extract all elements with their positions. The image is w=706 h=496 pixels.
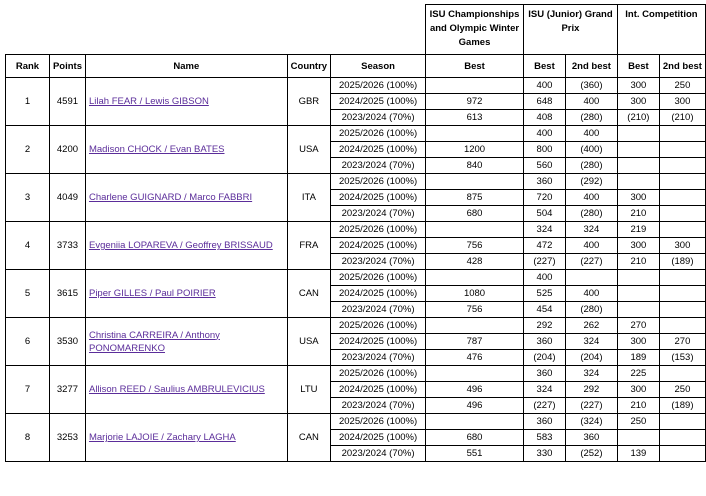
gp-best-cell: 400 <box>523 78 565 94</box>
skater-link[interactable]: Madison CHOCK / Evan BATES <box>88 144 225 155</box>
gp-second-best-cell: 262 <box>565 318 617 334</box>
gp-second-best-cell: (280) <box>565 158 617 174</box>
champ-best-cell <box>426 270 524 286</box>
gp-second-best-cell: (324) <box>565 414 617 430</box>
points-cell: 4200 <box>49 126 85 174</box>
champ-best-header: Best <box>426 55 524 78</box>
int-best-cell <box>617 174 659 190</box>
gp-second-best-cell: 324 <box>565 334 617 350</box>
int-second-best-cell: (189) <box>659 254 705 270</box>
skater-link[interactable]: Evgeniia LOPAREVA / Geoffrey BRISSAUD <box>88 240 273 251</box>
int-second-best-cell <box>659 302 705 318</box>
season-cell: 2023/2024 (70%) <box>331 350 426 366</box>
int-best-cell: 189 <box>617 350 659 366</box>
int-best-cell: 300 <box>617 238 659 254</box>
int-second-best-cell <box>659 158 705 174</box>
int-best-cell: 139 <box>617 446 659 462</box>
int-best-cell: 225 <box>617 366 659 382</box>
skater-link[interactable]: Marjorie LAJOIE / Zachary LAGHA <box>88 432 236 443</box>
gp-best-cell: 504 <box>523 206 565 222</box>
gp-best-cell: (204) <box>523 350 565 366</box>
int-best-cell: 300 <box>617 190 659 206</box>
gp-best-cell: (227) <box>523 398 565 414</box>
skater-link[interactable]: Lilah FEAR / Lewis GIBSON <box>88 96 209 107</box>
gp-second-best-cell: (292) <box>565 174 617 190</box>
season-cell: 2023/2024 (70%) <box>331 302 426 318</box>
int-best-cell <box>617 286 659 302</box>
points-cell: 3530 <box>49 318 85 366</box>
int-second-best-cell: 300 <box>659 238 705 254</box>
country-cell: LTU <box>287 366 330 414</box>
season-cell: 2025/2026 (100%) <box>331 366 426 382</box>
country-cell: CAN <box>287 270 330 318</box>
rank-cell: 6 <box>6 318 50 366</box>
season-row <box>6 126 706 142</box>
gp-best-header: Best <box>523 55 565 78</box>
int-second-best-cell <box>659 222 705 238</box>
season-cell: 2023/2024 (70%) <box>331 446 426 462</box>
int-second-best-cell <box>659 142 705 158</box>
champ-best-cell: 756 <box>426 302 524 318</box>
gp-second-best-cell: (204) <box>565 350 617 366</box>
season-cell: 2025/2026 (100%) <box>331 78 426 94</box>
gp-best-cell: 583 <box>523 430 565 446</box>
int-best-cell: 300 <box>617 382 659 398</box>
int-second-best-cell: 300 <box>659 94 705 110</box>
name-cell <box>85 78 287 126</box>
champ-best-cell: 680 <box>426 206 524 222</box>
season-header: Season <box>331 55 426 78</box>
int-second-best-cell <box>659 270 705 286</box>
rank-cell: 4 <box>6 222 50 270</box>
int-best-cell <box>617 126 659 142</box>
gp-second-best-cell: (400) <box>565 142 617 158</box>
season-row <box>6 366 706 382</box>
skater-link[interactable]: Piper GILLES / Paul POIRIER <box>88 288 216 299</box>
int-best-header: Best <box>617 55 659 78</box>
name-cell <box>85 222 287 270</box>
gp-best-cell: 360 <box>523 414 565 430</box>
country-cell: USA <box>287 126 330 174</box>
gp-second-best-cell: 324 <box>565 222 617 238</box>
country-header: Country <box>287 55 330 78</box>
gp-second-best-cell: (227) <box>565 398 617 414</box>
season-cell: 2024/2025 (100%) <box>331 382 426 398</box>
rank-header: Rank <box>6 55 50 78</box>
gp-second-best-cell: 400 <box>565 126 617 142</box>
season-cell: 2023/2024 (70%) <box>331 398 426 414</box>
int-best-cell <box>617 302 659 318</box>
points-cell: 3733 <box>49 222 85 270</box>
gp-second-best-cell <box>565 270 617 286</box>
int-second-best-cell <box>659 318 705 334</box>
champ-best-cell <box>426 174 524 190</box>
champ-best-cell: 1080 <box>426 286 524 302</box>
season-cell: 2023/2024 (70%) <box>331 254 426 270</box>
season-row <box>6 78 706 94</box>
champ-best-cell <box>426 318 524 334</box>
season-cell: 2024/2025 (100%) <box>331 286 426 302</box>
int-best-cell: (210) <box>617 110 659 126</box>
season-row <box>6 318 706 334</box>
season-cell: 2024/2025 (100%) <box>331 238 426 254</box>
season-row <box>6 414 706 430</box>
gp-best-cell: 408 <box>523 110 565 126</box>
points-header: Points <box>49 55 85 78</box>
int-second-best-cell: (153) <box>659 350 705 366</box>
int-best-cell: 250 <box>617 414 659 430</box>
champ-best-cell: 972 <box>426 94 524 110</box>
season-cell: 2023/2024 (70%) <box>331 110 426 126</box>
points-cell: 4591 <box>49 78 85 126</box>
gp-second-best-header: 2nd best <box>565 55 617 78</box>
gp-best-cell: 360 <box>523 366 565 382</box>
int-best-cell: 270 <box>617 318 659 334</box>
name-cell <box>85 318 287 366</box>
season-cell: 2024/2025 (100%) <box>331 142 426 158</box>
gp-second-best-cell: 400 <box>565 238 617 254</box>
standings-body <box>6 78 706 462</box>
season-cell: 2024/2025 (100%) <box>331 94 426 110</box>
rank-cell: 1 <box>6 78 50 126</box>
name-cell <box>85 174 287 222</box>
champ-best-cell: 476 <box>426 350 524 366</box>
rank-cell: 3 <box>6 174 50 222</box>
gp-second-best-cell: 400 <box>565 190 617 206</box>
points-cell: 3253 <box>49 414 85 462</box>
champ-best-cell <box>426 126 524 142</box>
season-cell: 2023/2024 (70%) <box>331 158 426 174</box>
gp-second-best-cell: 360 <box>565 430 617 446</box>
name-cell <box>85 366 287 414</box>
season-row <box>6 222 706 238</box>
group-header-row <box>6 5 706 55</box>
champ-best-cell: 680 <box>426 430 524 446</box>
season-cell: 2025/2026 (100%) <box>331 126 426 142</box>
season-cell: 2025/2026 (100%) <box>331 270 426 286</box>
int-best-cell <box>617 270 659 286</box>
champ-best-cell: 840 <box>426 158 524 174</box>
int-second-best-cell <box>659 126 705 142</box>
name-header: Name <box>85 55 287 78</box>
int-second-best-cell <box>659 286 705 302</box>
int-second-best-cell <box>659 190 705 206</box>
name-cell <box>85 414 287 462</box>
champ-best-cell: 551 <box>426 446 524 462</box>
name-cell <box>85 270 287 318</box>
season-row <box>6 270 706 286</box>
champ-best-cell: 756 <box>426 238 524 254</box>
gp-best-cell: 324 <box>523 222 565 238</box>
rank-cell: 5 <box>6 270 50 318</box>
isu-championships-header: ISU Championships and Olympic Winter Games <box>426 5 524 55</box>
int-best-cell: 300 <box>617 78 659 94</box>
skater-link[interactable]: Allison REED / Saulius AMBRULEVICIUS <box>88 384 265 395</box>
int-second-best-header: 2nd best <box>659 55 705 78</box>
grand-prix-header: ISU (Junior) Grand Prix <box>523 5 617 55</box>
gp-second-best-cell: 400 <box>565 286 617 302</box>
champ-best-cell: 787 <box>426 334 524 350</box>
gp-best-cell: 648 <box>523 94 565 110</box>
gp-best-cell: 800 <box>523 142 565 158</box>
rank-cell: 7 <box>6 366 50 414</box>
column-header-row <box>6 55 706 78</box>
gp-second-best-cell: (280) <box>565 302 617 318</box>
champ-best-cell: 1200 <box>426 142 524 158</box>
country-cell: ITA <box>287 174 330 222</box>
gp-best-cell: 400 <box>523 126 565 142</box>
gp-best-cell: 560 <box>523 158 565 174</box>
season-cell: 2025/2026 (100%) <box>331 222 426 238</box>
gp-second-best-cell: (227) <box>565 254 617 270</box>
season-cell: 2025/2026 (100%) <box>331 414 426 430</box>
gp-best-cell: (227) <box>523 254 565 270</box>
season-cell: 2024/2025 (100%) <box>331 430 426 446</box>
gp-second-best-cell: (360) <box>565 78 617 94</box>
world-standings-table <box>5 4 706 462</box>
country-cell: CAN <box>287 414 330 462</box>
champ-best-cell: 496 <box>426 382 524 398</box>
season-cell: 2025/2026 (100%) <box>331 318 426 334</box>
champ-best-cell: 496 <box>426 398 524 414</box>
int-second-best-cell <box>659 206 705 222</box>
int-second-best-cell <box>659 174 705 190</box>
int-second-best-cell <box>659 430 705 446</box>
int-second-best-cell: 270 <box>659 334 705 350</box>
int-second-best-cell: 250 <box>659 382 705 398</box>
gp-second-best-cell: (280) <box>565 110 617 126</box>
champ-best-cell <box>426 414 524 430</box>
int-best-cell <box>617 142 659 158</box>
int-best-cell <box>617 430 659 446</box>
int-best-cell <box>617 158 659 174</box>
int-competition-header: Int. Competition <box>617 5 705 55</box>
int-best-cell: 210 <box>617 206 659 222</box>
gp-second-best-cell: (280) <box>565 206 617 222</box>
country-cell: USA <box>287 318 330 366</box>
points-cell: 3277 <box>49 366 85 414</box>
int-second-best-cell: 250 <box>659 78 705 94</box>
champ-best-cell: 875 <box>426 190 524 206</box>
gp-second-best-cell: (252) <box>565 446 617 462</box>
champ-best-cell <box>426 78 524 94</box>
int-second-best-cell <box>659 414 705 430</box>
gp-best-cell: 330 <box>523 446 565 462</box>
int-second-best-cell <box>659 446 705 462</box>
country-cell: FRA <box>287 222 330 270</box>
gp-second-best-cell: 292 <box>565 382 617 398</box>
country-cell: GBR <box>287 78 330 126</box>
season-row <box>6 174 706 190</box>
skater-link[interactable]: Christina CARREIRA / Anthony PONOMARENKO <box>88 329 220 354</box>
gp-best-cell: 360 <box>523 334 565 350</box>
int-best-cell: 300 <box>617 94 659 110</box>
int-best-cell: 300 <box>617 334 659 350</box>
int-best-cell: 219 <box>617 222 659 238</box>
gp-best-cell: 454 <box>523 302 565 318</box>
int-best-cell: 210 <box>617 398 659 414</box>
int-second-best-cell: (210) <box>659 110 705 126</box>
rank-cell: 8 <box>6 414 50 462</box>
gp-best-cell: 472 <box>523 238 565 254</box>
gp-best-cell: 324 <box>523 382 565 398</box>
skater-link[interactable]: Charlene GUIGNARD / Marco FABBRI <box>88 192 253 203</box>
season-cell: 2023/2024 (70%) <box>331 206 426 222</box>
gp-best-cell: 292 <box>523 318 565 334</box>
points-cell: 4049 <box>49 174 85 222</box>
season-cell: 2024/2025 (100%) <box>331 190 426 206</box>
season-cell: 2025/2026 (100%) <box>331 174 426 190</box>
champ-best-cell: 613 <box>426 110 524 126</box>
points-cell: 3615 <box>49 270 85 318</box>
gp-best-cell: 400 <box>523 270 565 286</box>
name-cell <box>85 126 287 174</box>
champ-best-cell <box>426 366 524 382</box>
champ-best-cell <box>426 222 524 238</box>
int-second-best-cell <box>659 366 705 382</box>
gp-best-cell: 720 <box>523 190 565 206</box>
int-second-best-cell: (189) <box>659 398 705 414</box>
rank-cell: 2 <box>6 126 50 174</box>
gp-best-cell: 525 <box>523 286 565 302</box>
gp-second-best-cell: 324 <box>565 366 617 382</box>
int-best-cell: 210 <box>617 254 659 270</box>
gp-second-best-cell: 400 <box>565 94 617 110</box>
champ-best-cell: 428 <box>426 254 524 270</box>
season-cell: 2024/2025 (100%) <box>331 334 426 350</box>
gp-best-cell: 360 <box>523 174 565 190</box>
